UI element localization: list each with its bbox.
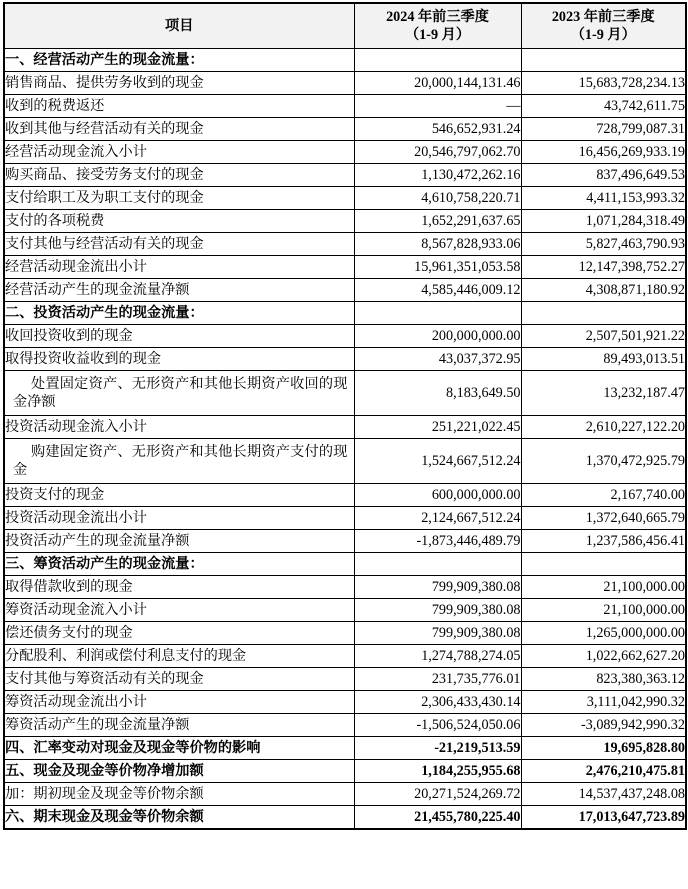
value-2023: 14,537,437,248.08	[521, 783, 686, 806]
table-row	[4, 279, 686, 302]
value-2023: 13,232,187.47	[521, 371, 686, 416]
value-2024: 600,000,000.00	[354, 484, 521, 507]
table-row	[4, 141, 686, 164]
column-header-2024-line1: 2024 年前三季度	[386, 8, 489, 25]
table-row	[4, 325, 686, 348]
table-row	[4, 484, 686, 507]
row-label: 投资活动产生的现金流量净额	[4, 530, 354, 553]
value-2023: 19,695,828.80	[521, 737, 686, 760]
value-2023: 1,071,284,318.49	[521, 210, 686, 233]
value-2024: -1,506,524,050.06	[354, 714, 521, 737]
table-row	[4, 95, 686, 118]
value-2023: 5,827,463,790.93	[521, 233, 686, 256]
row-label: 加：期初现金及现金等价物余额	[4, 783, 354, 806]
row-label: 经营活动现金流入小计	[4, 141, 354, 164]
section-header-label: 二、投资活动产生的现金流量：	[4, 302, 354, 325]
value-2024: -21,219,513.59	[354, 737, 521, 760]
table-row	[4, 507, 686, 530]
value-2024: 2,124,667,512.24	[354, 507, 521, 530]
table-row	[4, 416, 686, 439]
table-row	[4, 691, 686, 714]
value-2023: 2,610,227,122.20	[521, 416, 686, 439]
row-label: 收到其他与经营活动有关的现金	[4, 118, 354, 141]
row-label: 投资活动现金流入小计	[4, 416, 354, 439]
row-label: 五、现金及现金等价物净增加额	[4, 760, 354, 783]
value-2024: 231,735,776.01	[354, 668, 521, 691]
table-header	[4, 3, 686, 49]
table-row	[4, 806, 686, 830]
table-row	[4, 439, 686, 484]
value-2024: 546,652,931.24	[354, 118, 521, 141]
value-2023: 4,308,871,180.92	[521, 279, 686, 302]
table-row	[4, 348, 686, 371]
table-row	[4, 164, 686, 187]
value-2023: 728,799,087.31	[521, 118, 686, 141]
value-2024: 1,184,255,955.68	[354, 760, 521, 783]
value-2023: 1,237,586,456.41	[521, 530, 686, 553]
value-2024	[354, 49, 521, 72]
row-label: 投资活动现金流出小计	[4, 507, 354, 530]
value-2024: 20,271,524,269.72	[354, 783, 521, 806]
table-row	[4, 256, 686, 279]
table-row	[4, 783, 686, 806]
value-2023: 1,372,640,665.79	[521, 507, 686, 530]
value-2023: 1,370,472,925.79	[521, 439, 686, 484]
value-2023: -3,089,942,990.32	[521, 714, 686, 737]
row-label: 筹资活动产生的现金流量净额	[4, 714, 354, 737]
value-2023: 21,100,000.00	[521, 576, 686, 599]
value-2024: 251,221,022.45	[354, 416, 521, 439]
value-2024: 799,909,380.08	[354, 576, 521, 599]
value-2023: 1,265,000,000.00	[521, 622, 686, 645]
header-row	[4, 3, 686, 49]
value-2023	[521, 49, 686, 72]
value-2024: 4,610,758,220.71	[354, 187, 521, 210]
row-label: 取得投资收益收到的现金	[4, 348, 354, 371]
value-2023: 1,022,662,627.20	[521, 645, 686, 668]
row-label: 销售商品、提供劳务收到的现金	[4, 72, 354, 95]
row-label: 支付其他与筹资活动有关的现金	[4, 668, 354, 691]
table-row	[4, 737, 686, 760]
row-label: 收回投资收到的现金	[4, 325, 354, 348]
value-2024: 20,546,797,062.70	[354, 141, 521, 164]
row-label: 筹资活动现金流入小计	[4, 599, 354, 622]
section-header-label: 三、筹资活动产生的现金流量：	[4, 553, 354, 576]
value-2023: 2,507,501,921.22	[521, 325, 686, 348]
row-label: 收到的税费返还	[4, 95, 354, 118]
value-2024: 1,274,788,274.05	[354, 645, 521, 668]
column-header-item	[4, 3, 354, 49]
table-row	[4, 187, 686, 210]
value-2023: 837,496,649.53	[521, 164, 686, 187]
column-header-2024-line2: （1-9 月）	[404, 27, 471, 43]
value-2023: 823,380,363.12	[521, 668, 686, 691]
row-label: 投资支付的现金	[4, 484, 354, 507]
value-2024	[354, 302, 521, 325]
value-2024: 8,183,649.50	[354, 371, 521, 416]
row-label: 支付其他与经营活动有关的现金	[4, 233, 354, 256]
section-header-label: 一、经营活动产生的现金流量：	[4, 49, 354, 72]
table-row	[4, 599, 686, 622]
row-label: 分配股利、利润或偿付利息支付的现金	[4, 645, 354, 668]
column-header-2023-line1: 2023 年前三季度	[551, 8, 655, 25]
row-label: 筹资活动现金流出小计	[4, 691, 354, 714]
table-row	[4, 118, 686, 141]
row-label: 处置固定资产、无形资产和其他长期资产收回的现金净额	[4, 371, 354, 416]
value-2024: 8,567,828,933.06	[354, 233, 521, 256]
row-label: 取得借款收到的现金	[4, 576, 354, 599]
row-label: 购建固定资产、无形资产和其他长期资产支付的现金	[4, 439, 354, 484]
value-2024: 1,130,472,262.16	[354, 164, 521, 187]
column-header-2024	[354, 3, 521, 49]
table-row	[4, 576, 686, 599]
table-row	[4, 622, 686, 645]
value-2024: 799,909,380.08	[354, 622, 521, 645]
value-2024: 2,306,433,430.14	[354, 691, 521, 714]
table-row	[4, 553, 686, 576]
value-2024: 799,909,380.08	[354, 599, 521, 622]
value-2023: 15,683,728,234.13	[521, 72, 686, 95]
table-row	[4, 210, 686, 233]
column-header-2023-line2: （1-9 月）	[570, 27, 636, 43]
row-label: 经营活动产生的现金流量净额	[4, 279, 354, 302]
row-label: 六、期末现金及现金等价物余额	[4, 806, 354, 830]
value-2024: —	[354, 95, 521, 118]
row-label: 购买商品、接受劳务支付的现金	[4, 164, 354, 187]
table-row	[4, 668, 686, 691]
value-2024: 4,585,446,009.12	[354, 279, 521, 302]
value-2024: 21,455,780,225.40	[354, 806, 521, 830]
value-2023: 89,493,013.51	[521, 348, 686, 371]
value-2024: 1,652,291,637.65	[354, 210, 521, 233]
table-row	[4, 72, 686, 95]
table-body	[4, 49, 686, 830]
table-row	[4, 49, 686, 72]
value-2023: 16,456,269,933.19	[521, 141, 686, 164]
cash-flow-table	[3, 2, 687, 830]
table-row	[4, 714, 686, 737]
table-row	[4, 371, 686, 416]
table-row	[4, 302, 686, 325]
value-2024	[354, 553, 521, 576]
value-2023: 12,147,398,752.27	[521, 256, 686, 279]
value-2024: 15,961,351,053.58	[354, 256, 521, 279]
row-label: 支付给职工及为职工支付的现金	[4, 187, 354, 210]
row-label: 支付的各项税费	[4, 210, 354, 233]
value-2023	[521, 302, 686, 325]
value-2024: 1,524,667,512.24	[354, 439, 521, 484]
table-row	[4, 645, 686, 668]
value-2023	[521, 553, 686, 576]
row-label: 经营活动现金流出小计	[4, 256, 354, 279]
value-2023: 17,013,647,723.89	[521, 806, 686, 830]
table-row	[4, 233, 686, 256]
value-2023: 4,411,153,993.32	[521, 187, 686, 210]
value-2023: 43,742,611.75	[521, 95, 686, 118]
value-2023: 3,111,042,990.32	[521, 691, 686, 714]
table-row	[4, 530, 686, 553]
value-2024: 20,000,144,131.46	[354, 72, 521, 95]
row-label: 四、汇率变动对现金及现金等价物的影响	[4, 737, 354, 760]
row-label: 偿还债务支付的现金	[4, 622, 354, 645]
value-2023: 2,476,210,475.81	[521, 760, 686, 783]
value-2023: 21,100,000.00	[521, 599, 686, 622]
column-header-item-label: 项目	[165, 17, 194, 34]
value-2023: 2,167,740.00	[521, 484, 686, 507]
value-2024: 43,037,372.95	[354, 348, 521, 371]
value-2024: 200,000,000.00	[354, 325, 521, 348]
table-row	[4, 760, 686, 783]
column-header-2023	[521, 3, 686, 49]
value-2024: -1,873,446,489.79	[354, 530, 521, 553]
